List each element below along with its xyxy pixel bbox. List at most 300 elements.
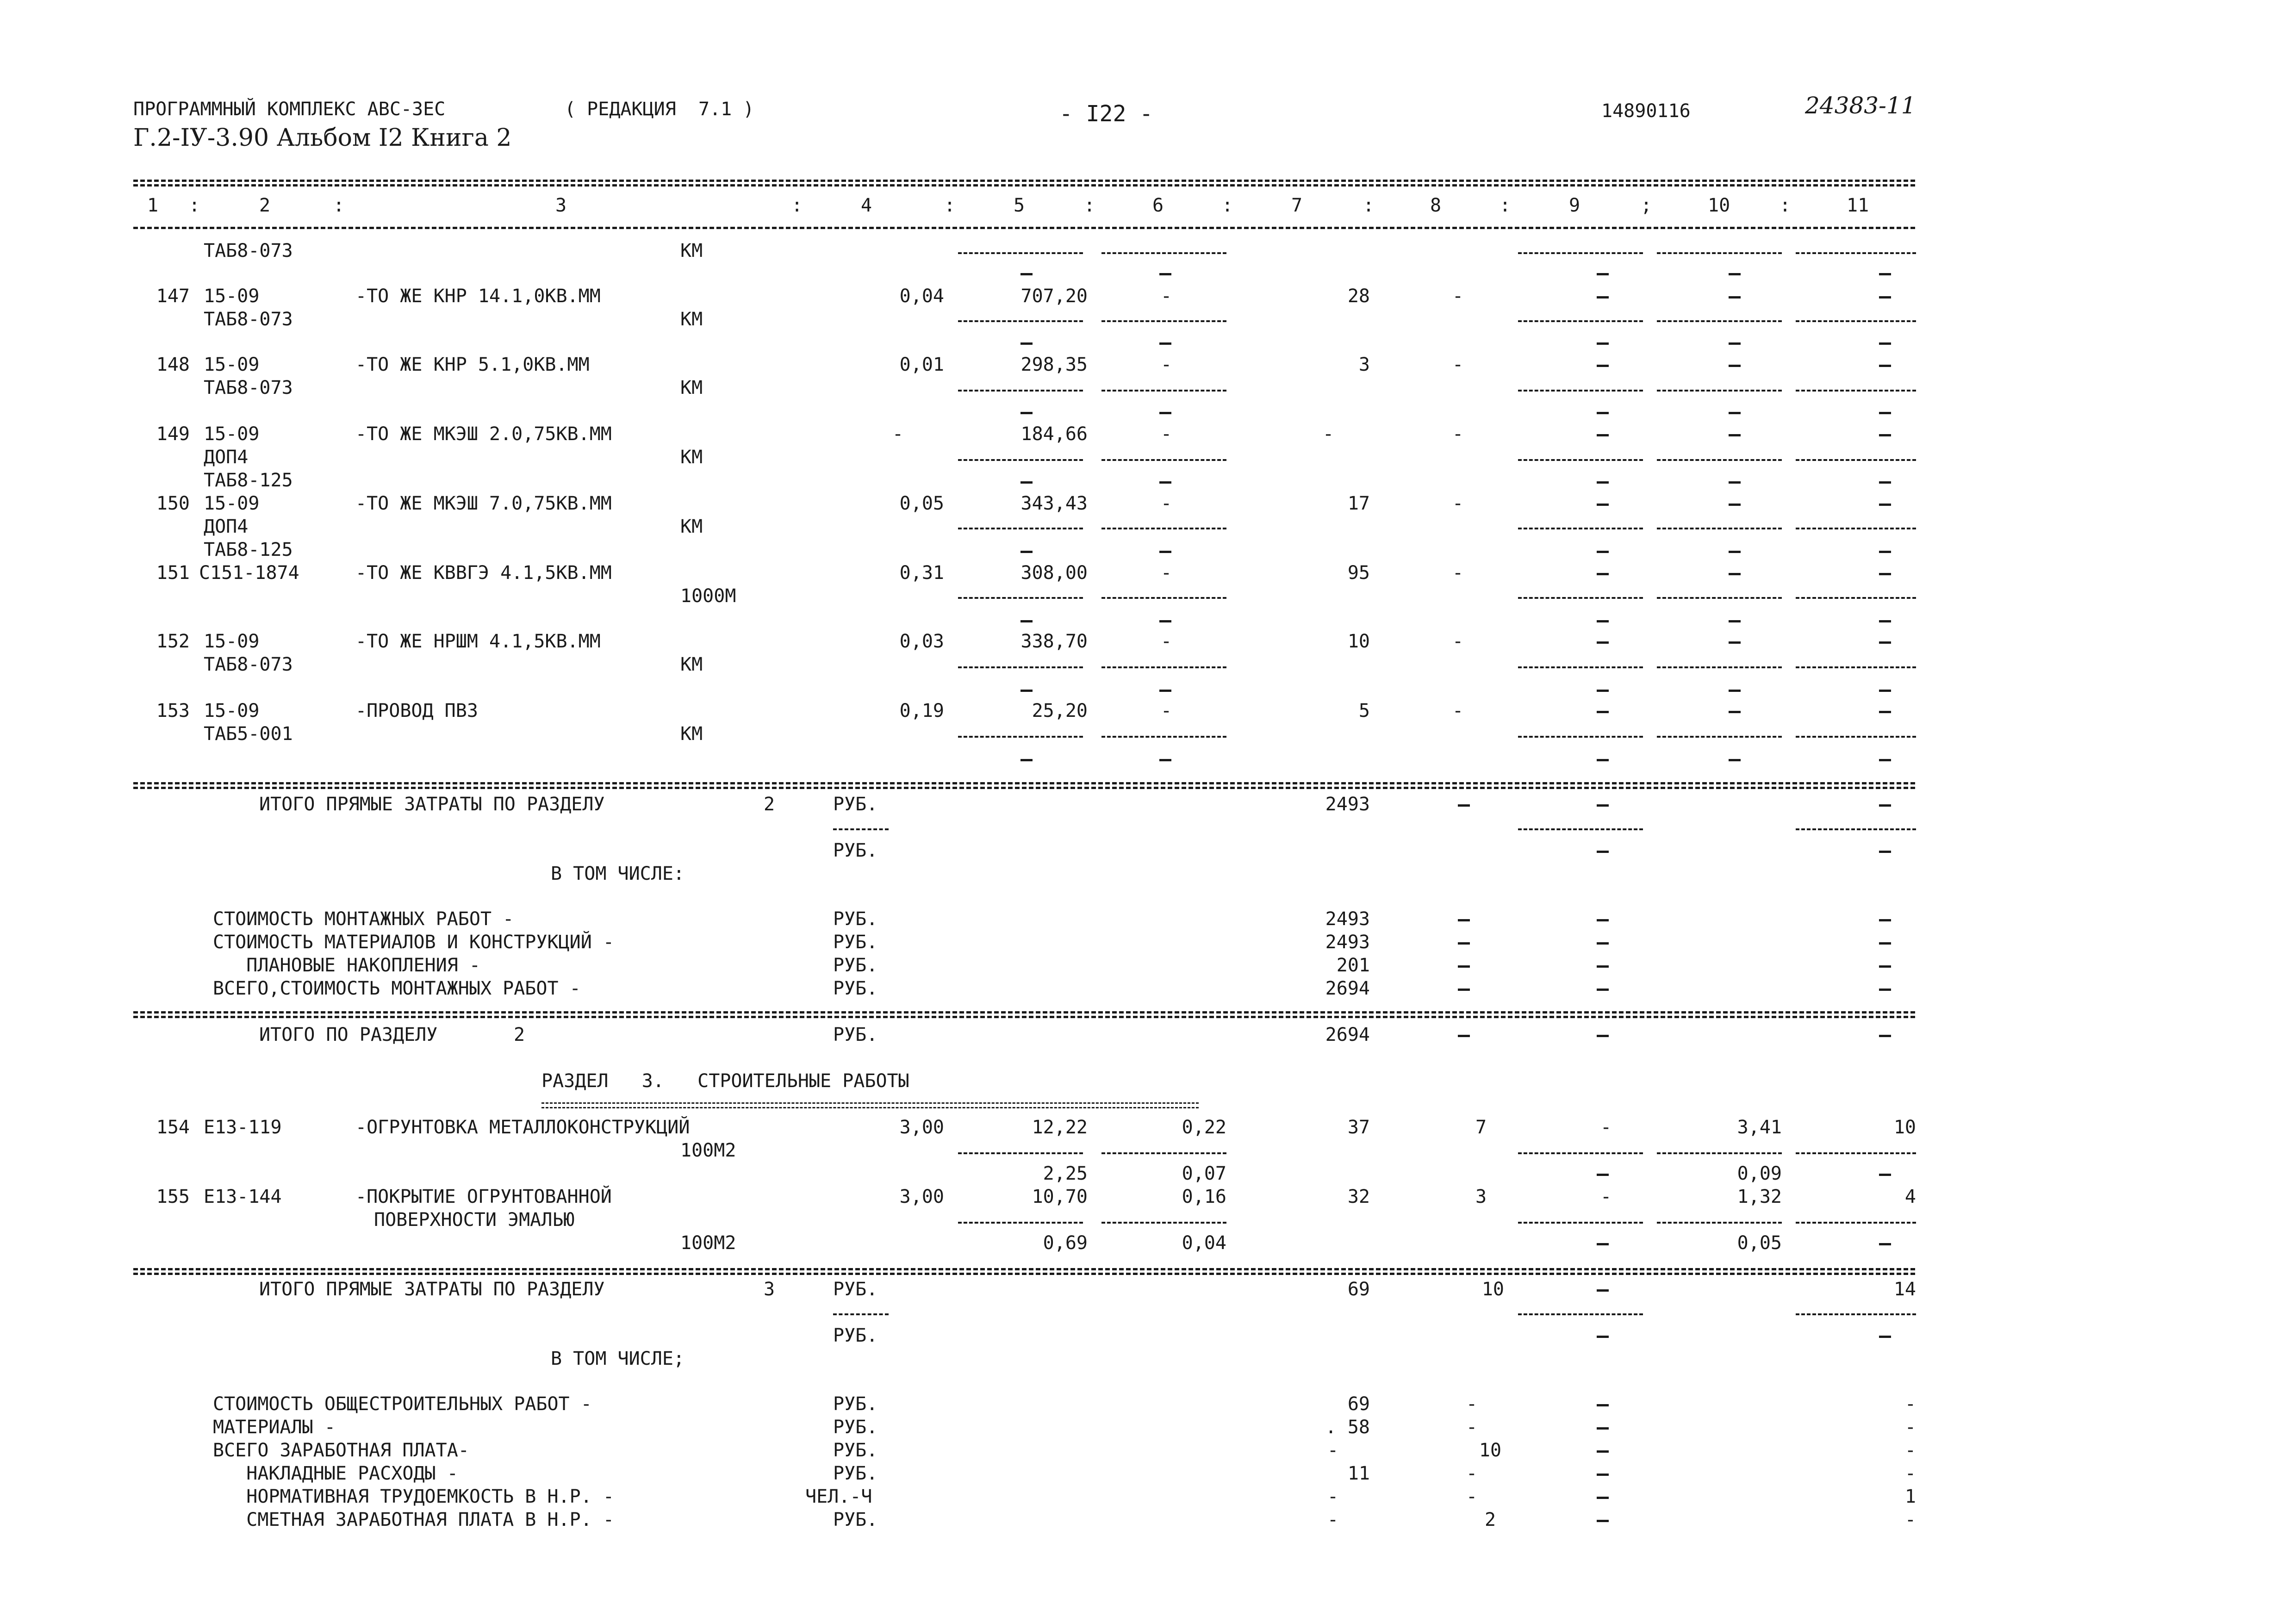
dash-mark (1020, 551, 1033, 553)
row-description: -ТО ЖЕ КНР 5.1,0КВ.ММ (355, 354, 590, 375)
summary-c8: 10 (1479, 1440, 1502, 1461)
row-c8: - (1452, 423, 1464, 445)
row-code: 15-09 (204, 286, 260, 307)
dash-mark (1729, 296, 1741, 298)
column-rule (958, 459, 1083, 461)
row-code: 15-09 (204, 423, 260, 445)
dash-mark (1020, 690, 1033, 692)
row-c10-sub: 0,05 (1737, 1232, 1782, 1254)
row-unit: КМ (680, 309, 703, 330)
row-code: 15-09 (204, 700, 260, 721)
row-qty: 0,01 (899, 354, 944, 375)
row-number: 152 (156, 631, 190, 652)
album-title: Г.2-IУ-3.90 Альбом I2 Книга 2 (133, 124, 512, 152)
unit-rub: РУБ. (833, 794, 878, 815)
section-number: 3 (764, 1279, 775, 1300)
column-rule (1796, 736, 1916, 738)
row-price: 338,70 (1020, 631, 1088, 652)
dash-mark (1879, 942, 1891, 945)
row-code: 15-09 (204, 354, 260, 375)
col-sep: ; (1641, 195, 1652, 216)
col-6: 6 (1152, 195, 1164, 216)
dash-mark (1597, 573, 1609, 575)
total-label: ИТОГО ПО РАЗДЕЛУ (259, 1024, 438, 1045)
dash-mark (1879, 504, 1891, 506)
column-rule (1518, 736, 1643, 738)
row-c8: 7 (1475, 1117, 1487, 1138)
row-c11: 10 (1893, 1117, 1916, 1138)
dash-mark (1597, 989, 1609, 991)
dash-mark (1597, 551, 1609, 553)
edition: ( РЕДАКЦИЯ 7.1 ) (565, 99, 754, 120)
summary-label: НАКЛАДНЫЕ РАСХОДЫ - (213, 1463, 458, 1484)
column-rule (1101, 528, 1226, 529)
summary-label: НОРМАТИВНАЯ ТРУДОЕМКОСТЬ В Н.Р. - (213, 1486, 614, 1507)
dash-mark (1159, 342, 1171, 345)
row-number: 151 (156, 562, 190, 584)
dash-mark (1597, 641, 1609, 644)
dash-mark (1159, 481, 1171, 484)
row-code-2: ТАБ8-073 (204, 654, 293, 675)
dash-mark (1729, 759, 1741, 761)
summary-c8: - (1466, 1463, 1478, 1484)
column-rule (1101, 597, 1226, 599)
row-c8: - (1452, 354, 1464, 375)
dash-mark (1597, 1243, 1609, 1245)
row-c7: - (1322, 423, 1334, 445)
dash-mark (1159, 551, 1171, 553)
dash-mark (1597, 1035, 1609, 1037)
column-rule (1101, 320, 1226, 322)
summary-unit: РУБ. (833, 955, 878, 976)
section-title: РАЗДЕЛ 3. СТРОИТЕЛЬНЫЕ РАБОТЫ (541, 1070, 909, 1092)
column-rule (1796, 390, 1916, 392)
column-rule (1796, 1222, 1916, 1224)
unit-rub: РУБ. (833, 1325, 878, 1346)
column-rule (1796, 459, 1916, 461)
section-number: 2 (514, 1024, 525, 1045)
dash-mark (1597, 296, 1609, 298)
unit-underline (833, 828, 889, 830)
section2-total-rule-2 (133, 787, 1915, 789)
dash-mark (1879, 434, 1891, 436)
program-name: ПРОГРАММНЫЙ КОМПЛЕКС АВС-3ЕС (133, 99, 446, 120)
dash-mark (1879, 365, 1891, 367)
dash-mark (1879, 273, 1891, 275)
dash-mark (1458, 804, 1470, 807)
summary-unit: РУБ. (833, 1393, 878, 1415)
dash-mark (1729, 481, 1741, 484)
row-code-3: ТАБ8-125 (204, 470, 293, 491)
row-c10-sub: 0,09 (1737, 1163, 1782, 1184)
dash-mark (1879, 573, 1891, 575)
dash-mark (1597, 1474, 1609, 1476)
summary-label: СМЕТНАЯ ЗАРАБОТНАЯ ПЛАТА В Н.Р. - (213, 1509, 614, 1530)
row-description: -ТО ЖЕ КВВГЭ 4.1,5КВ.ММ (355, 562, 612, 584)
row-c6: 0,22 (1182, 1117, 1226, 1138)
summary-c7: - (1327, 1440, 1339, 1461)
column-rule (958, 597, 1083, 599)
column-rule (1796, 320, 1916, 322)
total-direct-c7: 2493 (1325, 794, 1370, 815)
dash-mark (1729, 690, 1741, 692)
column-rule (1101, 390, 1226, 392)
column-rule (1101, 252, 1226, 254)
row-code-2: ДОП4 (204, 447, 249, 468)
total-c7: 2694 (1325, 1024, 1370, 1045)
dash-mark (1879, 641, 1891, 644)
dash-mark (1597, 1427, 1609, 1430)
dash-mark (1729, 434, 1741, 436)
summary-unit: РУБ. (833, 908, 878, 930)
col-7: 7 (1291, 195, 1303, 216)
dash-mark (1879, 551, 1891, 553)
row-code: С151-1874 (199, 562, 299, 584)
dash-mark (1729, 573, 1741, 575)
column-rule (1518, 320, 1643, 322)
dash-mark (1597, 965, 1609, 968)
dash-mark (1458, 1035, 1470, 1037)
column-rule (1101, 666, 1226, 668)
dash-mark (1597, 804, 1609, 807)
row-description: -ТО ЖЕ МКЭШ 2.0,75КВ.ММ (355, 423, 612, 445)
col-sep: : (1084, 195, 1095, 216)
row-c11: 4 (1904, 1186, 1916, 1207)
summary-c8: - (1466, 1417, 1478, 1438)
page-number: - I22 - (1059, 101, 1153, 127)
row-c10: 3,41 (1737, 1117, 1782, 1138)
col-sep: : (1500, 195, 1511, 216)
column-rule (1796, 1313, 1916, 1315)
dash-mark (1879, 1336, 1891, 1338)
row-c9: - (1600, 1117, 1612, 1138)
dash-mark (1879, 481, 1891, 484)
dash-mark (1879, 965, 1891, 968)
row-c9: - (1600, 1186, 1612, 1207)
row-c5: 12,22 (1032, 1117, 1088, 1138)
dash-mark (1729, 551, 1741, 553)
summary-c7: - (1327, 1509, 1339, 1530)
dash-mark (1879, 342, 1891, 345)
column-rule (1101, 736, 1226, 738)
row-code: 15-09 (204, 631, 260, 652)
dash-mark (1159, 273, 1171, 275)
column-rule (1796, 597, 1916, 599)
col-sep: : (1222, 195, 1233, 216)
summary-unit: РУБ. (833, 1440, 878, 1461)
dash-mark (1879, 919, 1891, 921)
dash-mark (1458, 965, 1470, 968)
summary-c7: 69 (1347, 1393, 1370, 1415)
dash-mark (1159, 690, 1171, 692)
handwritten-stamp: 24383-11 (1805, 92, 1916, 119)
dash-mark (1020, 273, 1033, 275)
summary-c11: 1 (1904, 1486, 1916, 1507)
row-description: -ТО ЖЕ НРШМ 4.1,5КВ.ММ (355, 631, 601, 652)
row-unit: КМ (680, 240, 703, 261)
column-rule (1796, 252, 1916, 254)
dash-mark (1597, 1497, 1609, 1499)
title-underline-2 (541, 1107, 1199, 1108)
total-direct-c8: 10 (1481, 1279, 1504, 1300)
row-qty: 0,19 (899, 700, 944, 721)
column-rule (1518, 390, 1643, 392)
row-c8: - (1452, 631, 1464, 652)
dash-mark (1597, 1336, 1609, 1338)
column-rule (1657, 1152, 1782, 1154)
row-code-2: ДОП4 (204, 516, 249, 537)
row-c7: 10 (1347, 631, 1370, 652)
section-number: 2 (764, 794, 775, 815)
column-rule (1101, 459, 1226, 461)
dash-mark (1597, 481, 1609, 484)
column-rule (1101, 1222, 1226, 1224)
dash-mark (1879, 1243, 1891, 1245)
row-c7: 28 (1347, 286, 1370, 307)
section2-total-rule (133, 782, 1915, 784)
dash-mark (1597, 1520, 1609, 1522)
dash-mark (1597, 1289, 1609, 1292)
column-rule (1518, 828, 1643, 830)
dash-mark (1597, 1450, 1609, 1453)
unit-rub: РУБ. (833, 1279, 878, 1300)
dash-mark (1879, 1035, 1891, 1037)
dash-mark (1729, 711, 1741, 713)
row-number: 147 (156, 286, 190, 307)
summary-c8: - (1466, 1486, 1478, 1507)
row-description: -ТО ЖЕ МКЭШ 7.0,75КВ.ММ (355, 493, 612, 514)
col-3: 3 (555, 195, 567, 216)
row-qty: 0,04 (899, 286, 944, 307)
row-description: -ОГРУНТОВКА МЕТАЛЛОКОНСТРУКЦИЙ (355, 1117, 690, 1138)
row-code: Е13-119 (204, 1117, 282, 1138)
column-rule (1518, 1152, 1643, 1154)
row-qty: - (892, 423, 904, 445)
row-code: ТАБ8-073 (204, 240, 293, 261)
row-qty: 0,03 (899, 631, 944, 652)
row-c7: 37 (1347, 1117, 1370, 1138)
row-code: Е13-144 (204, 1186, 282, 1207)
row-code-2: ТАБ5-001 (204, 723, 293, 745)
dash-mark (1159, 759, 1171, 761)
row-number: 148 (156, 354, 190, 375)
including-label: В ТОМ ЧИСЛЕ; (551, 1348, 684, 1369)
row-c6: - (1160, 354, 1172, 375)
row-description: -ПРОВОД ПВ3 (355, 700, 478, 721)
row-number: 154 (156, 1117, 190, 1138)
dash-mark (1879, 620, 1891, 622)
dash-mark (1597, 342, 1609, 345)
row-c6: - (1160, 700, 1172, 721)
dash-mark (1020, 481, 1033, 484)
row-qty: 3,00 (899, 1186, 944, 1207)
row-price: 308,00 (1020, 562, 1088, 584)
summary-unit: РУБ. (833, 1463, 878, 1484)
column-rule (1796, 1152, 1916, 1154)
summary-c7: . 58 (1325, 1417, 1370, 1438)
summary-unit: РУБ. (833, 932, 878, 953)
header-top-rule (133, 180, 1915, 182)
unit-underline (833, 1313, 889, 1315)
col-sep: : (1780, 195, 1791, 216)
dash-mark (1597, 690, 1609, 692)
dash-mark (1729, 365, 1741, 367)
dash-mark (1597, 273, 1609, 275)
column-rule (1657, 666, 1782, 668)
column-rule (1657, 1222, 1782, 1224)
row-qty: 0,31 (899, 562, 944, 584)
column-rule (1518, 1222, 1643, 1224)
row-price: 25,20 (1032, 700, 1088, 721)
dash-mark (1879, 851, 1891, 853)
dash-mark (1729, 342, 1741, 345)
row-c7: 3 (1358, 354, 1370, 375)
row-c6: - (1160, 286, 1172, 307)
row-number: 150 (156, 493, 190, 514)
summary-unit: РУБ. (833, 978, 878, 999)
dash-mark (1020, 620, 1033, 622)
column-rule (958, 1222, 1083, 1224)
col-9: 9 (1569, 195, 1580, 216)
summary-c8: - (1466, 1393, 1478, 1415)
title-underline (541, 1102, 1199, 1104)
row-price: 343,43 (1020, 493, 1088, 514)
col-11: 11 (1847, 195, 1869, 216)
total-direct-label: ИТОГО ПРЯМЫЕ ЗАТРАТЫ ПО РАЗДЕЛУ (259, 794, 605, 815)
summary-unit: РУБ. (833, 1509, 878, 1530)
row-code-2: ТАБ8-073 (204, 377, 293, 398)
column-rule (1657, 252, 1782, 254)
dash-mark (1597, 412, 1609, 414)
col-5: 5 (1014, 195, 1025, 216)
summary-c11: - (1904, 1463, 1916, 1484)
row-description: -ТО ЖЕ КНР 14.1,0КВ.ММ (355, 286, 601, 307)
dash-mark (1458, 989, 1470, 991)
row-unit: КМ (680, 654, 703, 675)
row-c7: 5 (1358, 700, 1370, 721)
dash-mark (1729, 504, 1741, 506)
dash-mark (1879, 1174, 1891, 1176)
row-c7: 32 (1347, 1186, 1370, 1207)
col-10: 10 (1708, 195, 1730, 216)
column-rule (1657, 528, 1782, 529)
col-4: 4 (861, 195, 872, 216)
section2-sum-rule-2 (133, 1016, 1915, 1018)
dash-mark (1729, 620, 1741, 622)
row-c6: - (1160, 631, 1172, 652)
row-unit: 100М2 (680, 1232, 736, 1254)
dash-mark (1597, 365, 1609, 367)
total-direct-c7: 69 (1347, 1279, 1370, 1300)
summary-unit: ЧЕЛ.-Ч (805, 1486, 872, 1507)
row-number: 153 (156, 700, 190, 721)
summary-c7: 2694 (1325, 978, 1370, 999)
row-qty: 0,05 (899, 493, 944, 514)
row-c5-sub: 0,69 (1043, 1232, 1088, 1254)
column-rule (1518, 459, 1643, 461)
total-direct-label: ИТОГО ПРЯМЫЕ ЗАТРАТЫ ПО РАЗДЕЛУ (259, 1279, 605, 1300)
dash-mark (1729, 412, 1741, 414)
summary-c7: 2493 (1325, 908, 1370, 930)
summary-c7: 11 (1347, 1463, 1370, 1484)
column-rule (1518, 252, 1643, 254)
summary-c11: - (1904, 1417, 1916, 1438)
row-description: -ПОКРЫТИЕ ОГРУНТОВАННОЙ (355, 1186, 612, 1207)
col-sep: : (791, 195, 803, 216)
col-2: 2 (259, 195, 271, 216)
dash-mark (1597, 1404, 1609, 1406)
col-1: 1 (147, 195, 159, 216)
row-c6: - (1160, 562, 1172, 584)
summary-c8: 2 (1484, 1509, 1496, 1530)
dash-mark (1458, 942, 1470, 945)
dash-mark (1597, 942, 1609, 945)
row-c8: - (1452, 286, 1464, 307)
section2-sum-rule (133, 1011, 1915, 1014)
column-rule (958, 390, 1083, 392)
column-rule (1796, 828, 1916, 830)
including-label: В ТОМ ЧИСЛЕ: (551, 863, 684, 884)
dash-mark (1597, 851, 1609, 853)
col-8: 8 (1430, 195, 1442, 216)
row-c6-sub: 0,07 (1182, 1163, 1226, 1184)
summary-label: МАТЕРИАЛЫ - (213, 1417, 336, 1438)
col-sep: : (1363, 195, 1375, 216)
row-unit: 100М2 (680, 1140, 736, 1161)
section3-total-rule-2 (133, 1273, 1915, 1275)
row-c6-sub: 0,04 (1182, 1232, 1226, 1254)
summary-label: ПЛАНОВЫЕ НАКОПЛЕНИЯ - (213, 955, 480, 976)
document-code: 14890116 (1601, 100, 1691, 122)
column-rule (1657, 459, 1782, 461)
row-code-2: ТАБ8-073 (204, 309, 293, 330)
col-sep: : (944, 195, 956, 216)
row-unit: КМ (680, 723, 703, 745)
total-direct-c11: 14 (1893, 1279, 1916, 1300)
section3-total-rule (133, 1268, 1915, 1270)
column-rule (958, 736, 1083, 738)
row-c6: - (1160, 493, 1172, 514)
dash-mark (1597, 1174, 1609, 1176)
row-unit: КМ (680, 516, 703, 537)
row-c5-sub: 2,25 (1043, 1163, 1088, 1184)
dash-mark (1597, 434, 1609, 436)
row-price: 184,66 (1020, 423, 1088, 445)
row-code: 15-09 (204, 493, 260, 514)
row-unit: КМ (680, 377, 703, 398)
column-rule (1657, 320, 1782, 322)
dash-mark (1879, 711, 1891, 713)
column-rule (958, 1152, 1083, 1154)
summary-c11: - (1904, 1393, 1916, 1415)
column-rule (1796, 666, 1916, 668)
column-rule (1518, 597, 1643, 599)
row-c8: - (1452, 700, 1464, 721)
row-qty: 3,00 (899, 1117, 944, 1138)
column-rule (1101, 1152, 1226, 1154)
column-rule (1796, 528, 1916, 529)
dash-mark (1159, 412, 1171, 414)
summary-label: ВСЕГО,СТОИМОСТЬ МОНТАЖНЫХ РАБОТ - (213, 978, 581, 999)
header-bottom-rule (133, 227, 1915, 229)
column-rule (958, 528, 1083, 529)
summary-unit: РУБ. (833, 1417, 878, 1438)
row-c10: 1,32 (1737, 1186, 1782, 1207)
dash-mark (1879, 759, 1891, 761)
col-sep: : (189, 195, 200, 216)
row-c8: - (1452, 493, 1464, 514)
dash-mark (1879, 412, 1891, 414)
